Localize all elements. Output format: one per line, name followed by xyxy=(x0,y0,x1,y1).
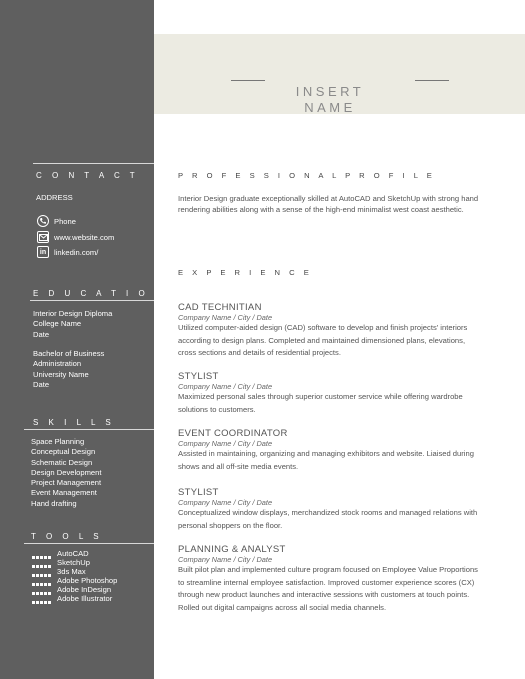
job-meta: Company Name / City / Date xyxy=(178,555,273,564)
rating-dots xyxy=(32,552,52,561)
education-school: College Name xyxy=(33,319,82,329)
address-label: ADDRESS xyxy=(36,193,73,202)
skill-item: Schematic Design xyxy=(31,457,93,467)
job-title: CAD TECHNITIAN xyxy=(178,302,262,313)
education-degree: Interior Design Diploma xyxy=(33,309,113,318)
website-label: www.website.com xyxy=(54,233,115,242)
name-rule-left xyxy=(231,80,265,81)
job-title: STYLIST xyxy=(178,371,219,382)
education-school: University Name xyxy=(33,369,89,379)
skills-rule xyxy=(24,429,154,430)
job-entry xyxy=(178,544,478,614)
skill-item: Conceptual Design xyxy=(31,447,96,457)
job-description: Conceptualized window displays, merchandized stock rooms and managed relations with personal shoppers on the floor. xyxy=(178,508,478,530)
skill-item: Event Management xyxy=(31,488,97,498)
rating-dots xyxy=(32,597,52,606)
education-date: Date xyxy=(33,379,50,389)
job-meta: Company Name / City / Date xyxy=(178,382,273,391)
skill-item: Hand drafting xyxy=(31,498,77,508)
education-rule xyxy=(30,300,154,301)
tool-name: SketchUp xyxy=(57,558,90,567)
job-description: Utilized computer-aided design (CAD) software to develop and finish projects' interiors according to design plans. Completed and maintained dimensioned plans, elevations, cross sections and details of residential projects. xyxy=(178,323,468,358)
job-meta: Company Name / City / Date xyxy=(178,439,273,448)
job-title: STYLIST xyxy=(178,487,219,498)
education-degree: Bachelor of Business xyxy=(33,349,105,358)
education-date: Date xyxy=(33,329,50,339)
job-description: Assisted in maintaining, organizing and managing exhibitors and website. Liaised during shows and all off-site media events. xyxy=(178,449,474,471)
education-degree-cont: Administration xyxy=(33,359,82,369)
skills-heading: S K I L L S xyxy=(33,418,115,427)
rating-dots xyxy=(32,570,52,579)
linkedin-label: linkedin.com/ xyxy=(54,248,99,257)
skills-list xyxy=(31,437,102,509)
job-meta: Company Name / City / Date xyxy=(178,313,273,322)
envelope-icon xyxy=(37,231,49,243)
tool-name: Adobe Photoshop xyxy=(57,576,118,585)
job-entry xyxy=(178,428,478,473)
tools-heading: T O O L S xyxy=(31,532,103,541)
contact-heading: C O N T A C T xyxy=(36,171,139,180)
education-entry-1 xyxy=(33,309,112,340)
education-heading: E D U C A T I O N xyxy=(33,289,165,298)
experience-heading: E X P E R I E N C E xyxy=(178,268,313,277)
tool-name: Adobe InDesign xyxy=(57,585,112,594)
name-rule-right xyxy=(415,80,449,81)
job-title: PLANNING & ANALYST xyxy=(178,544,286,555)
tool-name: 3ds Max xyxy=(57,567,86,576)
name-first-line: INSERT xyxy=(295,84,365,99)
tools-rule xyxy=(24,543,154,544)
job-meta: Company Name / City / Date xyxy=(178,498,273,507)
phone-label: Phone xyxy=(54,217,76,226)
job-entry xyxy=(178,302,478,360)
skill-item: Space Planning xyxy=(31,437,85,446)
rating-dots xyxy=(32,561,52,570)
tool-name: Adobe Illustrator xyxy=(57,594,113,603)
tool-name: AutoCAD xyxy=(57,549,89,558)
profile-text: Interior Design graduate exceptionally skilled at AutoCAD and SketchUp with strong hand rendering abilities along with a sense of the high-end minimalist west coast aesthetic. xyxy=(178,194,479,214)
job-title: EVENT COORDINATOR xyxy=(178,428,288,439)
phone-icon xyxy=(37,215,49,227)
contact-rule xyxy=(33,163,154,164)
linkedin-icon: in xyxy=(37,246,49,258)
education-entry-2 xyxy=(33,349,104,390)
job-description: Built pilot plan and implemented culture program focused on Employee Value Proportions to streamline internal employee satisfaction. Improved customer experience scores (CX) through new product launches and interactive sessions with customers at touch points. Rolled out digital campaigns across all social media channels. xyxy=(178,565,478,612)
skill-item: Project Management xyxy=(31,478,102,488)
profile-heading: P R O F E S S I O N A L P R O F I L E xyxy=(178,171,436,180)
job-entry xyxy=(178,371,478,416)
rating-dots xyxy=(32,579,52,588)
name-second-line: NAME xyxy=(304,100,356,115)
job-entry xyxy=(178,487,478,532)
rating-dots xyxy=(32,588,52,597)
skill-item: Design Development xyxy=(31,467,102,477)
job-description: Maximized personal sales through superior customer service while offering wardrobe solutions to customers. xyxy=(178,392,463,414)
